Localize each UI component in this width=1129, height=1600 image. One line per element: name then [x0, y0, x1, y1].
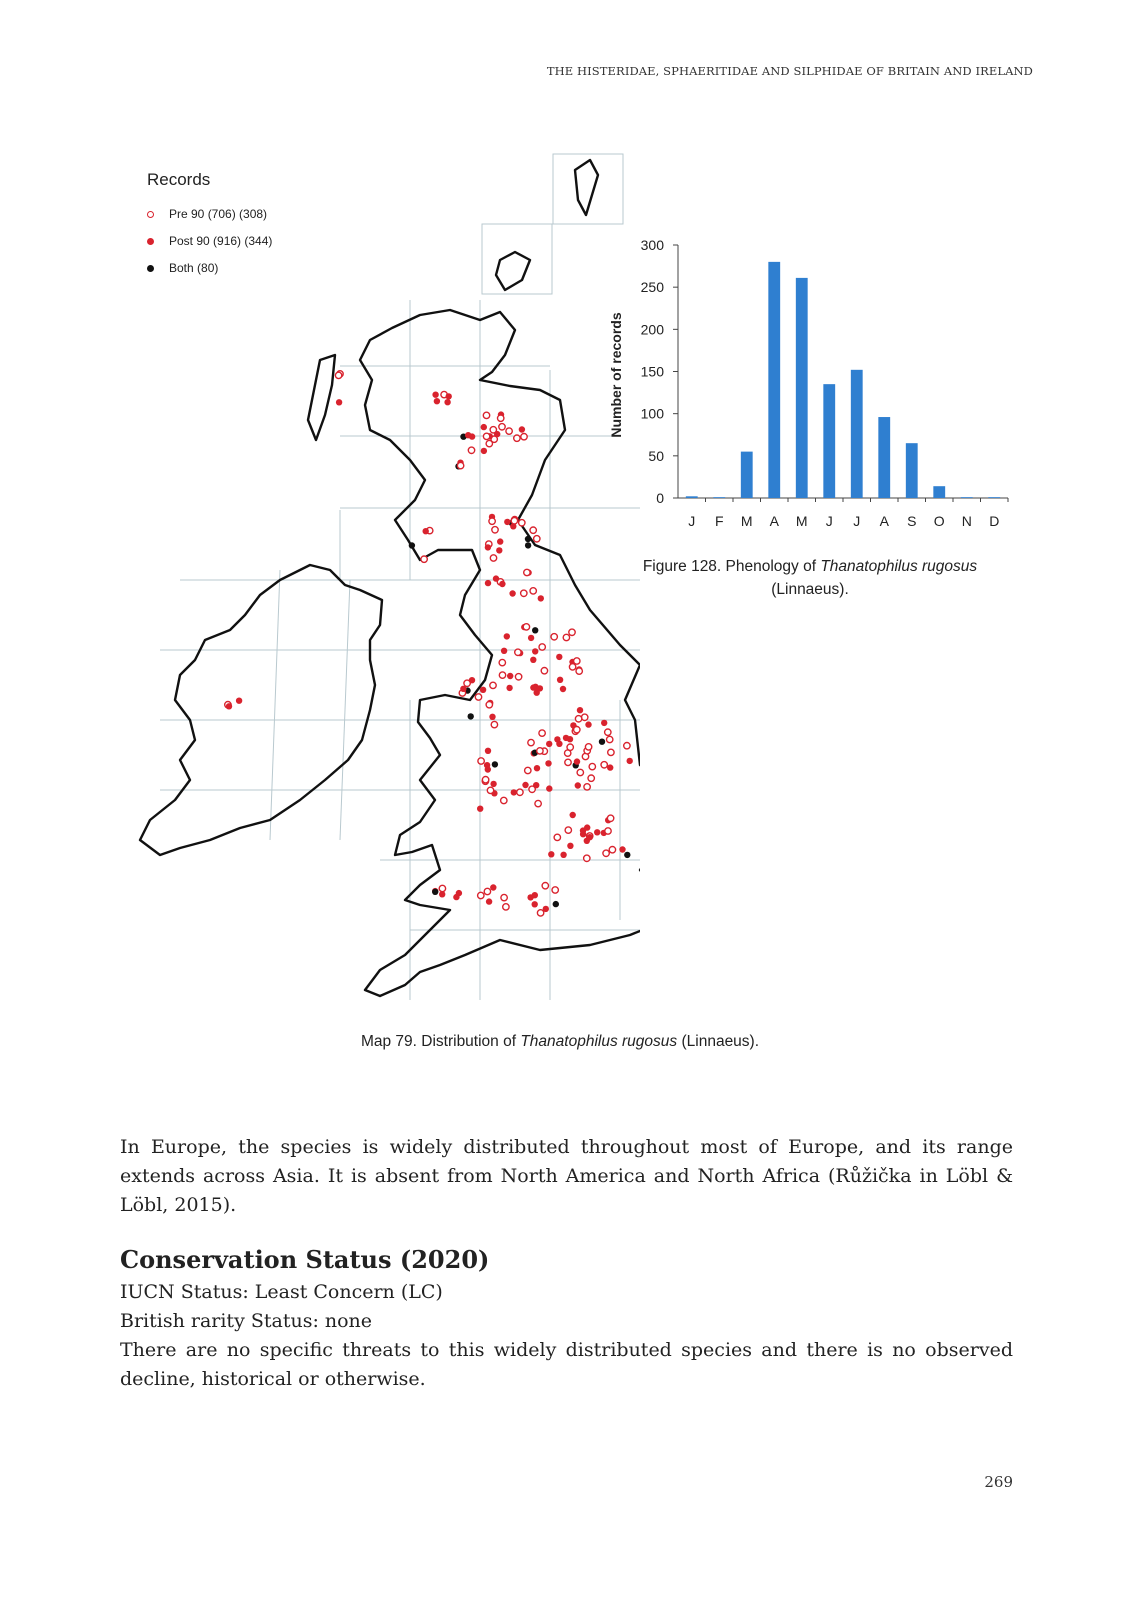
x-tick-label: A — [879, 513, 889, 529]
record-dot-pre90 — [551, 634, 557, 640]
record-dot-pre90 — [514, 435, 520, 441]
record-dot-post90 — [585, 721, 591, 727]
bar-D-11 — [988, 497, 1000, 498]
record-dot-post90 — [432, 392, 438, 398]
x-tick-label: S — [907, 513, 917, 529]
record-dot-pre90 — [489, 518, 495, 524]
map-caption-suffix: (Linnaeus). — [677, 1033, 760, 1050]
record-dot-post90 — [434, 398, 440, 404]
x-tick-label: J — [853, 513, 861, 529]
record-dot-post90 — [530, 684, 536, 690]
x-tick-label: D — [989, 513, 1000, 529]
record-dot-pre90 — [609, 847, 615, 853]
record-dot-post90 — [444, 399, 450, 405]
record-dot-pre90 — [589, 763, 595, 769]
record-dot-post90 — [490, 781, 496, 787]
y-tick-label: 100 — [640, 405, 664, 422]
hebrides-outline — [308, 355, 335, 440]
record-dot-pre90 — [530, 588, 536, 594]
record-dot-post90 — [485, 544, 491, 550]
record-dot-post90 — [574, 758, 580, 764]
record-dot-pre90 — [607, 736, 613, 742]
record-dot-post90 — [423, 528, 429, 534]
record-dot-post90 — [627, 758, 633, 764]
map-caption-species: Thanatophilus rugosus — [520, 1033, 678, 1050]
record-dot-pre90 — [490, 555, 496, 561]
record-dot-pre90 — [584, 855, 590, 861]
record-dot-post90 — [485, 580, 491, 586]
section-heading: Conservation Status (2020) — [120, 1245, 490, 1274]
x-tick-label: J — [825, 513, 833, 529]
record-dot-both — [432, 889, 438, 895]
record-dot-post90 — [548, 851, 554, 857]
record-dot-pre90 — [605, 828, 611, 834]
record-dot-both — [525, 536, 531, 542]
running-header: THE HISTERIDAE, SPHAERITIDAE AND SILPHIDAE OF BRITAIN AND IRELAND — [546, 64, 1033, 78]
record-dot-pre90 — [501, 797, 507, 803]
record-dot-pre90 — [517, 789, 523, 795]
x-tick-label: F — [714, 513, 724, 529]
bar-A-3 — [768, 262, 780, 498]
record-dot-both — [599, 739, 605, 745]
y-tick-label: 300 — [640, 237, 664, 253]
record-dot-post90 — [453, 894, 459, 900]
legend-item-post90 — [147, 227, 272, 254]
record-dot-post90 — [485, 766, 491, 772]
record-dot-pre90 — [569, 664, 575, 670]
record-dot-post90 — [507, 673, 513, 679]
record-dot-pre90 — [624, 743, 630, 749]
iucn-status: IUCN Status: Least Concern (LC) — [120, 1281, 443, 1303]
record-dot-pre90 — [603, 850, 609, 856]
record-dot-pre90 — [575, 716, 581, 722]
record-dot-post90 — [554, 736, 560, 742]
record-dot-post90 — [532, 901, 538, 907]
record-dot-post90 — [534, 765, 540, 771]
x-tick-label: M — [740, 513, 753, 529]
record-dot-pre90 — [483, 412, 489, 418]
y-tick-label: 50 — [648, 447, 664, 464]
record-dot-pre90 — [588, 775, 594, 781]
british-rarity-status: British rarity Status: none — [120, 1310, 373, 1332]
record-dot-post90 — [567, 843, 573, 849]
record-dot-pre90 — [601, 762, 607, 768]
record-dot-post90 — [567, 736, 573, 742]
chart-axes — [678, 245, 1008, 498]
record-dot-pre90 — [608, 749, 614, 755]
record-dot-post90 — [509, 590, 515, 596]
bar-N-10 — [961, 497, 973, 498]
figure-caption-prefix: Figure 128. Phenology of — [642, 558, 821, 575]
filled-red-circle-icon — [147, 238, 154, 245]
legend-label-post90: Post 90 (916) (344) — [169, 233, 273, 248]
record-dot-post90 — [481, 424, 487, 430]
record-dot-post90 — [504, 519, 510, 525]
record-dot-pre90 — [499, 659, 505, 665]
record-dot-post90 — [522, 782, 528, 788]
record-dot-pre90 — [335, 372, 341, 378]
record-dot-post90 — [506, 685, 512, 691]
y-tick-label: 200 — [640, 321, 664, 338]
x-tick-label: J — [688, 513, 696, 529]
legend-item-both — [147, 254, 272, 281]
x-tick-label: N — [961, 513, 972, 529]
record-dot-pre90 — [569, 629, 575, 635]
record-dot-both — [525, 542, 531, 548]
record-dot-post90 — [497, 538, 503, 544]
record-dot-pre90 — [565, 827, 571, 833]
record-dot-post90 — [481, 448, 487, 454]
record-dot-post90 — [580, 831, 586, 837]
record-dot-pre90 — [439, 885, 445, 891]
record-dot-both — [532, 627, 538, 633]
record-dot-post90 — [556, 654, 562, 660]
record-dot-pre90 — [499, 672, 505, 678]
record-dot-pre90 — [539, 730, 545, 736]
record-dot-pre90 — [475, 694, 481, 700]
record-dot-pre90 — [567, 744, 573, 750]
record-dot-pre90 — [468, 447, 474, 453]
record-dot-post90 — [489, 714, 495, 720]
record-dot-pre90 — [524, 569, 530, 575]
bar-A-7 — [878, 417, 890, 498]
record-dot-pre90 — [521, 434, 527, 440]
legend-item-pre90 — [147, 200, 272, 227]
x-tick-label: O — [933, 513, 945, 529]
record-dot-post90 — [493, 575, 499, 581]
record-dot-pre90 — [482, 777, 488, 783]
record-dot-pre90 — [529, 786, 535, 792]
bar-J-0 — [686, 496, 698, 498]
record-dot-pre90 — [506, 428, 512, 434]
record-dot-post90 — [530, 657, 536, 663]
record-dot-pre90 — [565, 759, 571, 765]
record-dot-post90 — [501, 648, 507, 654]
record-dot-post90 — [465, 432, 471, 438]
record-dot-pre90 — [574, 658, 580, 664]
record-dot-post90 — [577, 707, 583, 713]
record-dot-pre90 — [421, 556, 427, 562]
record-dot-post90 — [528, 635, 534, 641]
record-dot-pre90 — [457, 462, 463, 468]
record-dot-post90 — [504, 633, 510, 639]
record-dot-post90 — [546, 741, 552, 747]
record-dot-pre90 — [584, 784, 590, 790]
record-dot-pre90 — [487, 787, 493, 793]
figure-caption — [610, 555, 1010, 601]
record-dot-post90 — [538, 595, 544, 601]
record-dot-pre90 — [515, 649, 521, 655]
record-dot-pre90 — [554, 834, 560, 840]
shetland-grid-box — [553, 154, 623, 224]
record-dot-post90 — [485, 748, 491, 754]
record-dot-post90 — [601, 720, 607, 726]
record-dot-post90 — [584, 824, 590, 830]
record-dot-post90 — [575, 782, 581, 788]
page-number: 269 — [984, 1473, 1013, 1491]
bar-M-4 — [796, 278, 808, 498]
chart-y-axis-label: Number of records — [608, 312, 624, 438]
record-dot-post90 — [594, 829, 600, 835]
y-tick-label: 0 — [656, 490, 664, 506]
record-dot-pre90 — [539, 644, 545, 650]
record-dot-pre90 — [585, 744, 591, 750]
ireland-outline — [140, 565, 382, 855]
record-dot-post90 — [477, 806, 483, 812]
threats-text: There are no specific threats to this widely distributed species and there is no observed decline, historical or otherwise. — [120, 1339, 1013, 1390]
record-dot-post90 — [570, 812, 576, 818]
body-paragraph: In Europe, the species is widely distributed throughout most of Europe, and its range extends across Asia. It is absent from North America and North Africa (Růžička in Löbl & Löbl, 2015). — [120, 1136, 1013, 1216]
record-dot-pre90 — [499, 424, 505, 430]
record-dot-pre90 — [519, 520, 525, 526]
bar-O-9 — [933, 486, 945, 498]
record-dot-post90 — [460, 686, 466, 692]
record-dot-pre90 — [521, 590, 527, 596]
record-dot-pre90 — [582, 714, 588, 720]
chart-bars — [686, 262, 1000, 498]
record-dot-pre90 — [483, 433, 489, 439]
record-dot-pre90 — [541, 668, 547, 674]
record-dot-pre90 — [605, 729, 611, 735]
bar-J-5 — [823, 384, 835, 498]
map-legend — [147, 170, 272, 281]
record-dots — [225, 371, 640, 916]
y-tick-label: 150 — [640, 363, 664, 380]
record-dot-pre90 — [552, 887, 558, 893]
orkney-outline — [496, 252, 530, 290]
coastline — [140, 160, 640, 996]
record-dot-pre90 — [501, 894, 507, 900]
record-dot-pre90 — [607, 815, 613, 821]
record-dot-pre90 — [576, 668, 582, 674]
record-dot-pre90 — [491, 721, 497, 727]
record-dot-pre90 — [534, 536, 540, 542]
record-dot-pre90 — [511, 518, 517, 524]
bar-J-6 — [851, 370, 863, 498]
record-dot-post90 — [446, 393, 452, 399]
record-dot-pre90 — [574, 727, 580, 733]
shetland-outline — [575, 160, 598, 215]
record-dot-post90 — [236, 698, 242, 704]
record-dot-pre90 — [478, 758, 484, 764]
record-dot-post90 — [619, 846, 625, 852]
record-dot-post90 — [560, 686, 566, 692]
record-dot-post90 — [532, 648, 538, 654]
record-dot-post90 — [587, 834, 593, 840]
map-caption — [300, 1033, 820, 1051]
record-dot-pre90 — [537, 910, 543, 916]
record-dot-post90 — [490, 884, 496, 890]
x-tick-label: A — [769, 513, 779, 529]
legend-label-pre90: Pre 90 (706) (308) — [169, 206, 268, 221]
record-dot-post90 — [557, 677, 563, 683]
legend-title: Records — [147, 170, 211, 189]
conservation-status — [120, 1278, 1013, 1394]
record-dot-post90 — [560, 852, 566, 858]
x-tick-label: M — [795, 513, 808, 529]
map-caption-prefix: Map 79. Distribution of — [360, 1033, 521, 1050]
record-dot-pre90 — [478, 892, 484, 898]
record-dot-pre90 — [484, 888, 490, 894]
record-dot-both — [624, 852, 630, 858]
y-tick-label: 250 — [640, 279, 664, 296]
record-dot-post90 — [546, 785, 552, 791]
bar-M-2 — [741, 452, 753, 498]
record-dot-pre90 — [563, 634, 569, 640]
filled-black-circle-icon — [147, 265, 154, 272]
figure-caption-species: Thanatophilus rugosus — [820, 558, 978, 575]
record-dot-post90 — [519, 426, 525, 432]
open-red-circle-icon — [147, 211, 154, 218]
figure-caption-suffix: (Linnaeus). — [771, 581, 849, 598]
record-dot-pre90 — [523, 624, 529, 630]
record-dot-post90 — [480, 687, 486, 693]
record-dot-pre90 — [515, 674, 521, 680]
record-dot-post90 — [496, 547, 502, 553]
record-dot-pre90 — [577, 769, 583, 775]
record-dot-pre90 — [525, 767, 531, 773]
record-dot-pre90 — [528, 739, 534, 745]
record-dot-post90 — [226, 703, 232, 709]
record-dot-both — [409, 542, 415, 548]
record-dot-post90 — [494, 431, 500, 437]
record-dot-pre90 — [490, 682, 496, 688]
record-dot-both — [468, 713, 474, 719]
bar-F-1 — [713, 497, 725, 498]
record-dot-post90 — [532, 892, 538, 898]
record-dot-pre90 — [542, 883, 548, 889]
record-dot-pre90 — [503, 904, 509, 910]
record-dot-pre90 — [492, 527, 498, 533]
phenology-chart — [600, 230, 1020, 540]
legend-label-both: Both (80) — [169, 260, 219, 275]
record-dot-post90 — [336, 399, 342, 405]
record-dot-pre90 — [535, 800, 541, 806]
record-dot-post90 — [545, 760, 551, 766]
record-dot-pre90 — [537, 748, 543, 754]
record-dot-post90 — [499, 581, 505, 587]
bar-S-8 — [906, 443, 918, 498]
record-dot-post90 — [469, 677, 475, 683]
record-dot-pre90 — [498, 415, 504, 421]
record-dot-pre90 — [530, 527, 536, 533]
record-dot-pre90 — [486, 702, 492, 708]
record-dot-post90 — [486, 898, 492, 904]
record-dot-both — [492, 761, 498, 767]
record-dot-both — [553, 901, 559, 907]
